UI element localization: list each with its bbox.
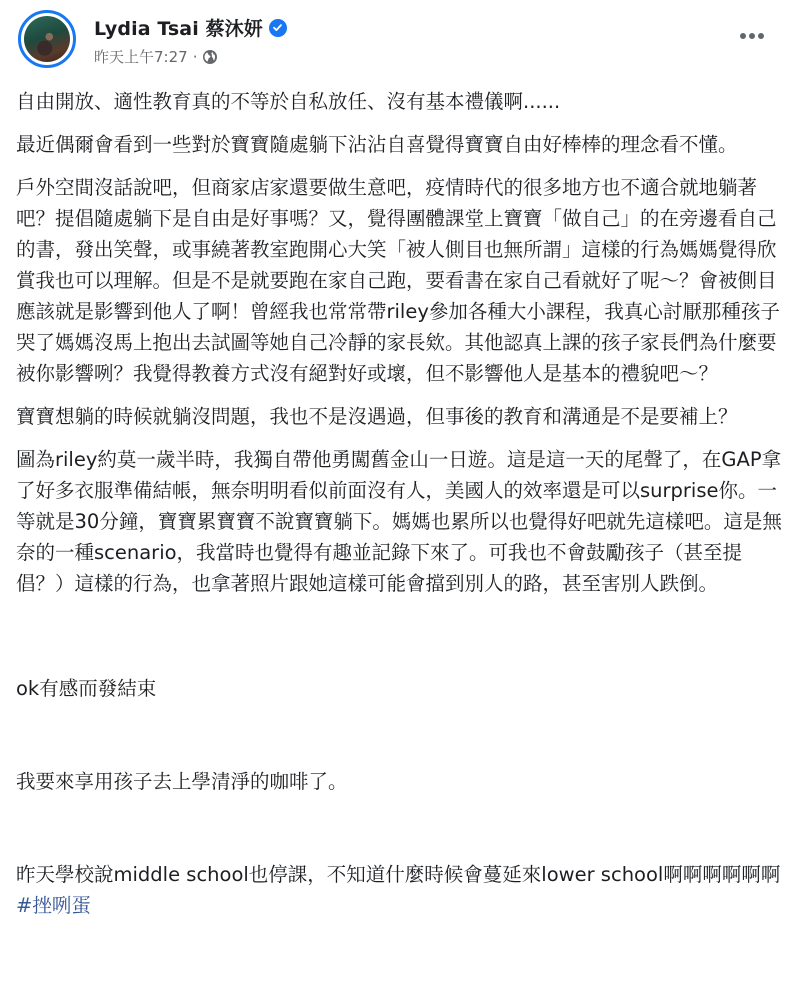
post-paragraph: 最近偶爾會看到一些對於寶寶隨處躺下沾沾自喜覺得寶寶自由好棒棒的理念看不懂。 xyxy=(16,133,738,156)
post-paragraph: 圖為riley約莫一歲半時，我獨自帶他勇闖舊金山一日遊。這是這一天的尾聲了，在GAP拿了好多衣服準備結帳，無奈明明看似前面沒有人，美國人的效率還是可以surprise你。一等就是30分鐘，寶寶累寶寶不說寶寶躺下。媽媽也累所以也覺得好吧就先這樣吧。這是無奈的一種scenario，我當時也覺得有趣並記錄下來了。可我也不會鼓勵孩子（甚至提倡？）這樣的行為，也拿著照片跟她這樣可能會擋到別人的路，甚至害別人跌倒。 xyxy=(16,448,782,595)
closing-line: 昨天學校說middle school也停課，不知道什麼時候會蔓延來lower school啊啊啊啊啊啊 xyxy=(16,863,781,886)
verified-badge-icon xyxy=(269,19,287,37)
more-options-button[interactable] xyxy=(732,22,772,50)
meta-separator: · xyxy=(192,47,198,66)
post-timestamp[interactable]: 昨天上午7:27 xyxy=(94,48,188,66)
hashtag-link[interactable]: #挫咧蛋 xyxy=(16,894,91,917)
post-paragraph: 戶外空間沒話說吧，但商家店家還要做生意吧，疫情時代的很多地方也不適合就地躺著吧？提倡隨處躺下是自由是好事嗎？又，覺得團體課堂上寶寶「做自己」的在旁邊看自己的書，發出笑聲，或事繞著教室跑開心大笑「被人側目也無所謂」這樣的行為媽媽覺得欣賞我也可以理解。但是不是就要跑在家自己跑，要看書在家自己看就好了呢～？會被側目應該就是影響到他人了啊！曾經我也常常帶riley參加各種大小課程，我真心討厭那種孩子哭了媽媽沒馬上抱出去試圖等她自己冷靜的家長欸。其他認真上課的孩子家長們為什麼要被你影響咧？我覺得教養方式沒有絕對好或壞，但不影響他人是基本的禮貌吧～？ xyxy=(16,176,780,385)
post-body xyxy=(16,86,786,983)
post-header xyxy=(18,8,782,74)
profile-photo xyxy=(24,16,70,62)
globe-icon[interactable] xyxy=(202,49,218,65)
author-name[interactable]: Lydia Tsai 蔡沐妍 xyxy=(94,18,263,40)
closing-line: ok有感而發結束 xyxy=(16,677,157,700)
more-options-icon xyxy=(740,33,746,39)
post-closing xyxy=(16,611,786,983)
closing-line: 我要來享用孩子去上學清淨的咖啡了。 xyxy=(16,770,348,793)
post-meta xyxy=(94,46,218,67)
author-row xyxy=(94,14,287,41)
post-paragraph: 寶寶想躺的時候就躺沒問題，我也不是沒遇過，但事後的教育和溝通是不是要補上？ xyxy=(16,405,738,428)
post-paragraph: 自由開放、適性教育真的不等於自私放任、沒有基本禮儀啊...... xyxy=(16,90,561,113)
avatar[interactable] xyxy=(18,10,76,68)
closing-line-with-hashtag xyxy=(16,859,786,921)
more-options-dot xyxy=(758,33,764,39)
more-options-dot xyxy=(749,33,755,39)
